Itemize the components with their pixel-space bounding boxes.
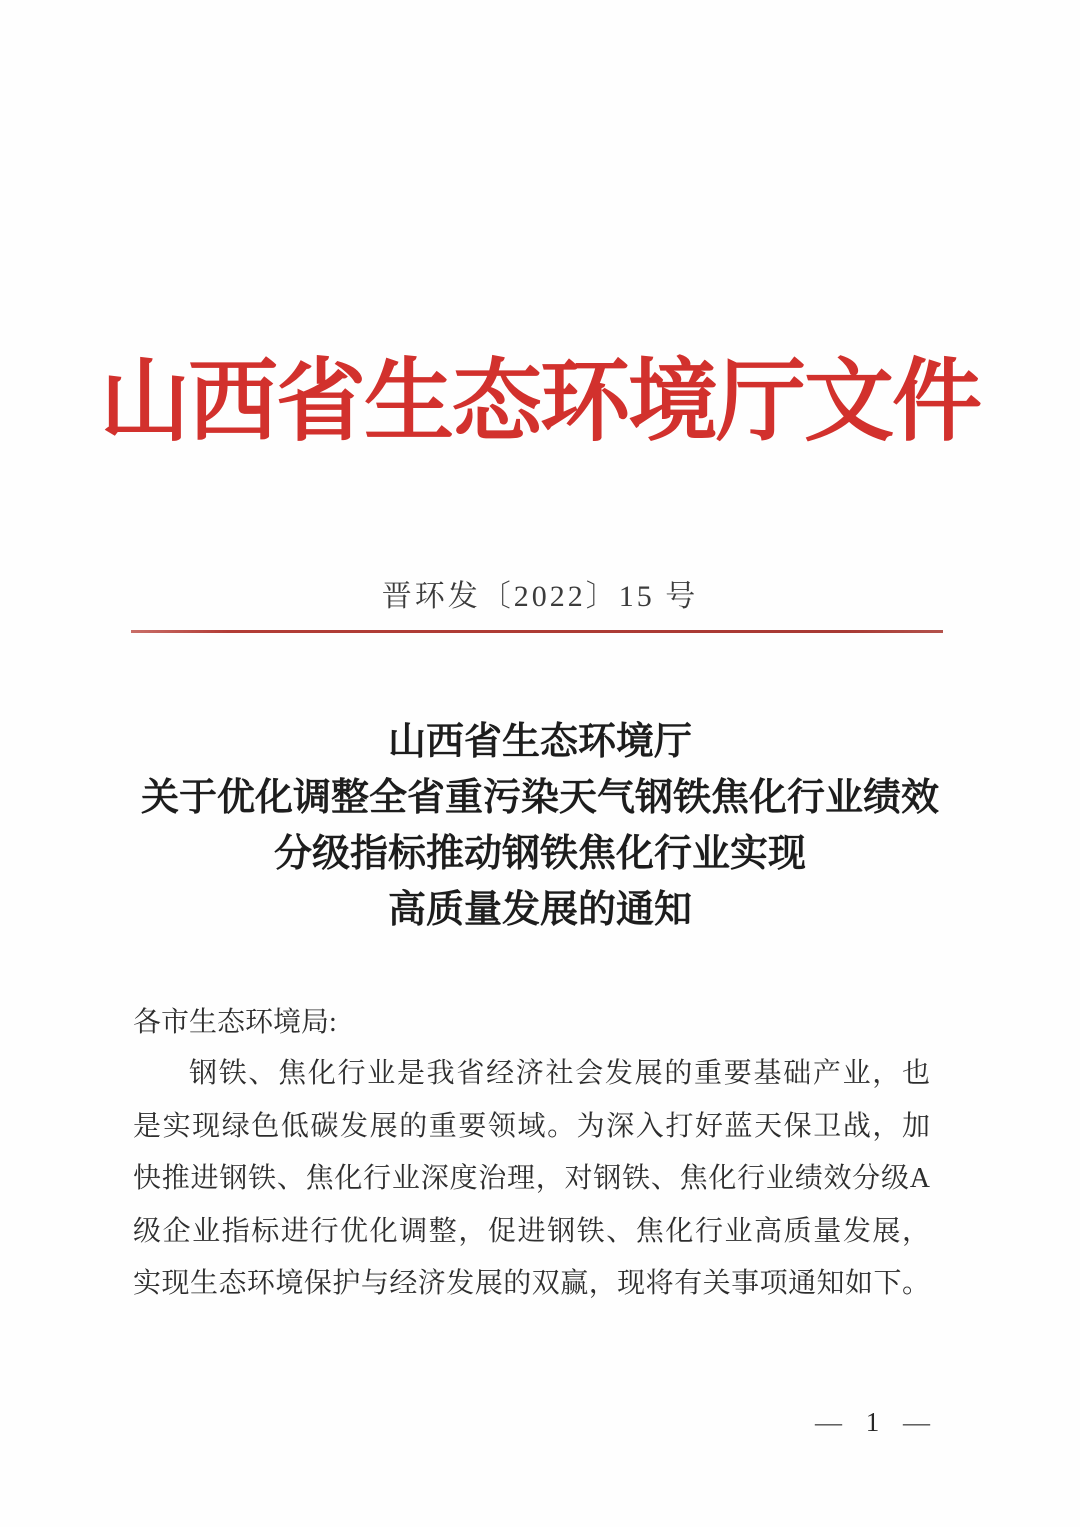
body-line-5: 实现生态环境保护与经济发展的双赢，现将有关事项通知如下。 (133, 1268, 930, 1299)
red-divider-line (131, 630, 943, 633)
salutation: 各市生态环境局: (133, 1007, 337, 1038)
page-footer (815, 1406, 930, 1438)
document-title (0, 714, 1080, 938)
title-line-4: 高质量发展的通知 (387, 889, 692, 931)
body-line-3: 快推进钢铁、焦化行业深度治理，对钢铁、焦化行业绩效分级A (133, 1163, 930, 1194)
document-reference-number: 晋环发〔2022〕15 号 (381, 580, 699, 613)
document-body (133, 998, 930, 1311)
title-line-1: 山西省生态环境厅 (387, 721, 692, 763)
page-number-dash-left: — (815, 1407, 842, 1437)
body-line-4: 级企业指标进行优化调整，促进钢铁、焦化行业高质量发展， (133, 1215, 930, 1247)
body-line-2: 是实现绿色低碳发展的重要领域。为深入打好蓝天保卫战，加 (133, 1110, 930, 1142)
agency-masthead-title: 山西省生态环境厅文件 (100, 353, 980, 452)
page-number-dash-right: — (903, 1407, 930, 1437)
page-number: 1 (865, 1407, 880, 1437)
title-line-3: 分级指标推动钢铁焦化行业实现 (273, 833, 806, 875)
body-line-1: 钢铁、焦化行业是我省经济社会发展的重要基础产业，也 (189, 1058, 930, 1089)
title-line-2: 关于优化调整全省重污染天气钢铁焦化行业绩效 (140, 777, 939, 819)
